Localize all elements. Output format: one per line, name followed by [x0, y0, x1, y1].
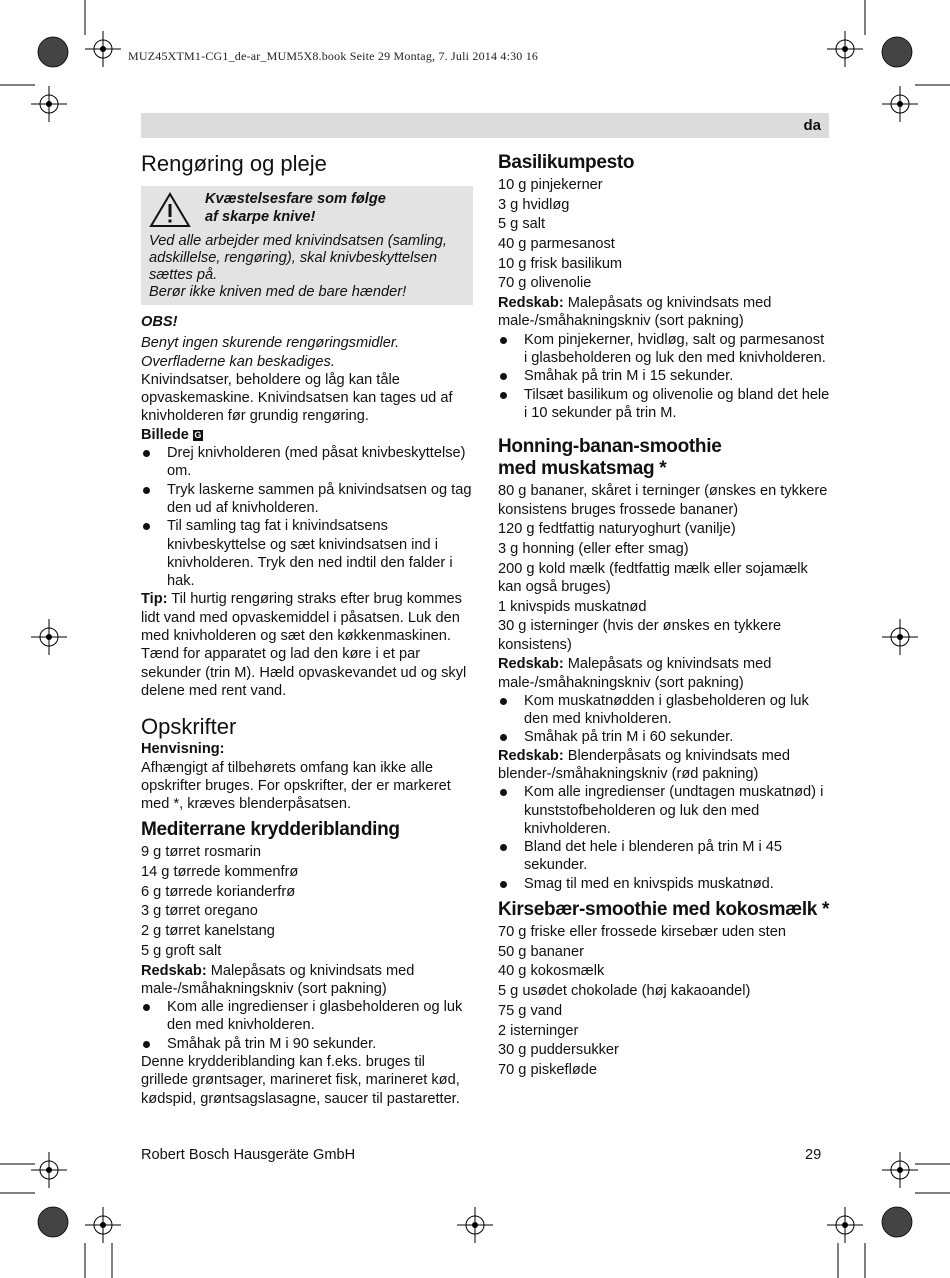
list-item: 10 g frisk basilikum: [498, 255, 623, 272]
list-item: 80 g bananer, skåret i terninger (ønskes en tykkere konsistens bruges frossede bananer): [498, 483, 828, 518]
list-item: 1 knivspids muskatnød: [498, 598, 647, 615]
cleaning-steps-list: [141, 444, 473, 590]
obs-label: OBS!: [141, 314, 178, 330]
list-item: Kom muskatnødden i glasbeholderen og luk den med knivholderen.: [498, 692, 830, 729]
list-item: 5 g groft salt: [141, 942, 222, 959]
footer-company: Robert Bosch Hausgeräte GmbH: [141, 1147, 356, 1163]
ingredient-list-cherry: [498, 923, 830, 1079]
right-column: [498, 148, 830, 1081]
ingredient-list-honey-banana: [498, 482, 830, 654]
recipe-title-pesto: Basilikumpesto: [498, 152, 635, 173]
list-item: 2 g tørret kanelstang: [141, 923, 275, 940]
section-title-recipes: Opskrifter: [141, 714, 237, 740]
list-item: 70 g olivenolie: [498, 275, 592, 292]
steps-pesto: [498, 331, 830, 422]
page-number: 29: [805, 1147, 822, 1163]
recipe-title-honey-banana: Honning-banan-smoothie med muskatsmag *: [498, 436, 722, 480]
list-item: 70 g friske eller frossede kirsebær uden sten: [498, 924, 786, 941]
list-item: 50 g bananer: [498, 943, 585, 960]
recipe-title-cherry: Kirsebær-smoothie med kokosmælk *: [498, 899, 830, 921]
list-item: 30 g puddersukker: [498, 1042, 619, 1059]
tip-paragraph: Tip: Til hurtig rengøring straks efter brug kommes lidt vand med opvaskemiddel i påsatsen. Luk den med knivholderen og sæt den køkkenmaskinen. Tænd for apparatet og lad den køre i et par sekunder (trin M). Hæld opvaskevandet ud og skyl delene med rent vand.: [141, 591, 467, 699]
figure-reference: Billede G: [141, 426, 202, 443]
list-item: 3 g honning (eller efter smag): [498, 540, 689, 557]
list-item: Kom pinjekerner, hvidløg, salt og parmesanost i glasbeholderen og luk den med knivholderen.: [498, 331, 830, 368]
list-item: 6 g tørrede korianderfrø: [141, 883, 296, 900]
cleaning-paragraph: Knivindsatser, beholdere og låg kan tåle opvaskemaskine. Knivindsatsen kan tages ud af knivholderen før grundig rengøring.: [141, 371, 453, 425]
list-item: 30 g isterninger (hvis der ønskes en tykkere konsistens): [498, 618, 782, 653]
warning-title-line2: af skarpe knive!: [205, 209, 316, 225]
note-text: Afhængigt af tilbehørets omfang kan ikke alle opskrifter bruges. For opskrifter, der er markeret med *, kræves blenderpåsatsen.: [141, 759, 451, 813]
warning-box: [141, 186, 473, 305]
steps-honey-banana-1: [498, 692, 830, 747]
figure-key-badge: G: [194, 429, 202, 440]
steps-honey-banana-2: [498, 783, 830, 893]
list-item: Småhak på trin M i 15 sekunder.: [498, 367, 830, 385]
list-item: 40 g kokosmælk: [498, 963, 605, 980]
list-item: Småhak på trin M i 60 sekunder.: [498, 728, 830, 746]
list-item: 40 g parmesanost: [498, 236, 615, 253]
list-item: Tilsæt basilikum og olivenolie og bland det hele i 10 sekunder på trin M.: [498, 386, 830, 423]
list-item: Småhak på trin M i 90 sekunder.: [141, 1035, 473, 1053]
list-item: 70 g piskefløde: [498, 1061, 597, 1078]
list-item: Tryk laskerne sammen på knivindsatsen og tag den ud af knivholderen.: [141, 481, 473, 518]
mediterranean-usage: Denne krydderiblanding kan f.eks. bruges til grillede grøntsager, marineret fisk, marineret kød, kødspid, grøntsagslasagne, saucer til pastaretter.: [141, 1054, 460, 1107]
list-item: 2 isterninger: [498, 1022, 579, 1039]
ingredient-list-mediterranean: [141, 843, 473, 960]
recipe-title-mediterranean: Mediterrane krydderiblanding: [141, 819, 400, 841]
tools-honey-banana-2: Redskab: Blenderpåsats og knivindsats med blender-/småhakningskniv (rød pakning): [498, 747, 791, 782]
list-item: 3 g tørret oregano: [141, 903, 258, 920]
warning-body-2: Berør ikke kniven med de bare hænder!: [149, 284, 407, 300]
list-item: 9 g tørret rosmarin: [141, 844, 262, 861]
list-item: 5 g salt: [498, 216, 546, 233]
warning-triangle-icon: [149, 192, 191, 228]
left-column: [141, 148, 473, 1108]
language-bar: [141, 113, 829, 138]
list-item: 3 g hvidløg: [498, 196, 570, 213]
language-tab: da: [803, 117, 821, 134]
list-item: Til samling tag fat i knivindsatsens knivbeskyttelse og sæt knivindsatsen ind i knivholderen. Tryk den ned indtil den falder i hak.: [141, 517, 473, 590]
tools-mediterranean: Redskab: Malepåsats og knivindsats med male-/småhakningskniv (sort pakning): [141, 962, 415, 997]
list-item: 200 g kold mælk (fedtfattig mælk eller sojamælk kan også bruges): [498, 560, 808, 595]
warning-body: Ved alle arbejder med knivindsatsen (samling, adskillelse, rengøring), skal knivbeskyttelsen sættes på.: [149, 233, 447, 283]
obs-text: Benyt ingen skurende rengøringsmidler. Overfladerne kan beskadiges.: [141, 335, 400, 370]
list-item: Kom alle ingredienser i glasbeholderen og luk den med knivholderen.: [141, 998, 473, 1035]
ingredient-list-pesto: [498, 176, 830, 293]
steps-mediterranean: [141, 998, 473, 1053]
note-label: Henvisning:: [141, 741, 225, 758]
tools-honey-banana-1: Redskab: Malepåsats og knivindsats med male-/småhakningskniv (sort pakning): [498, 656, 772, 691]
print-header: MUZ45XTM1-CG1_de-ar_MUM5X8.book Seite 29 Montag, 7. Juli 2014 4:30 16: [128, 49, 539, 63]
list-item: 75 g vand: [498, 1002, 563, 1019]
list-item: 10 g pinjekerner: [498, 177, 603, 193]
list-item: Bland det hele i blenderen på trin M i 45 sekunder.: [498, 838, 830, 875]
warning-title-line1: Kvæstelsesfare som følge: [205, 191, 386, 207]
list-item: Smag til med en knivspids muskatnød.: [498, 875, 830, 893]
list-item: Kom alle ingredienser (undtagen muskatnød) i kunststofbeholderen og luk den med knivholderen.: [498, 783, 830, 838]
list-item: 14 g tørrede kommenfrø: [141, 864, 299, 881]
section-title-cleaning: Rengøring og pleje: [141, 151, 327, 176]
list-item: 5 g usødet chokolade (høj kakaoandel): [498, 983, 751, 1000]
list-item: Drej knivholderen (med påsat knivbeskyttelse) om.: [141, 444, 473, 481]
tools-pesto: Redskab: Malepåsats og knivindsats med male-/småhakningskniv (sort pakning): [498, 295, 772, 330]
list-item: 120 g fedtfattig naturyoghurt (vanilje): [498, 521, 736, 538]
